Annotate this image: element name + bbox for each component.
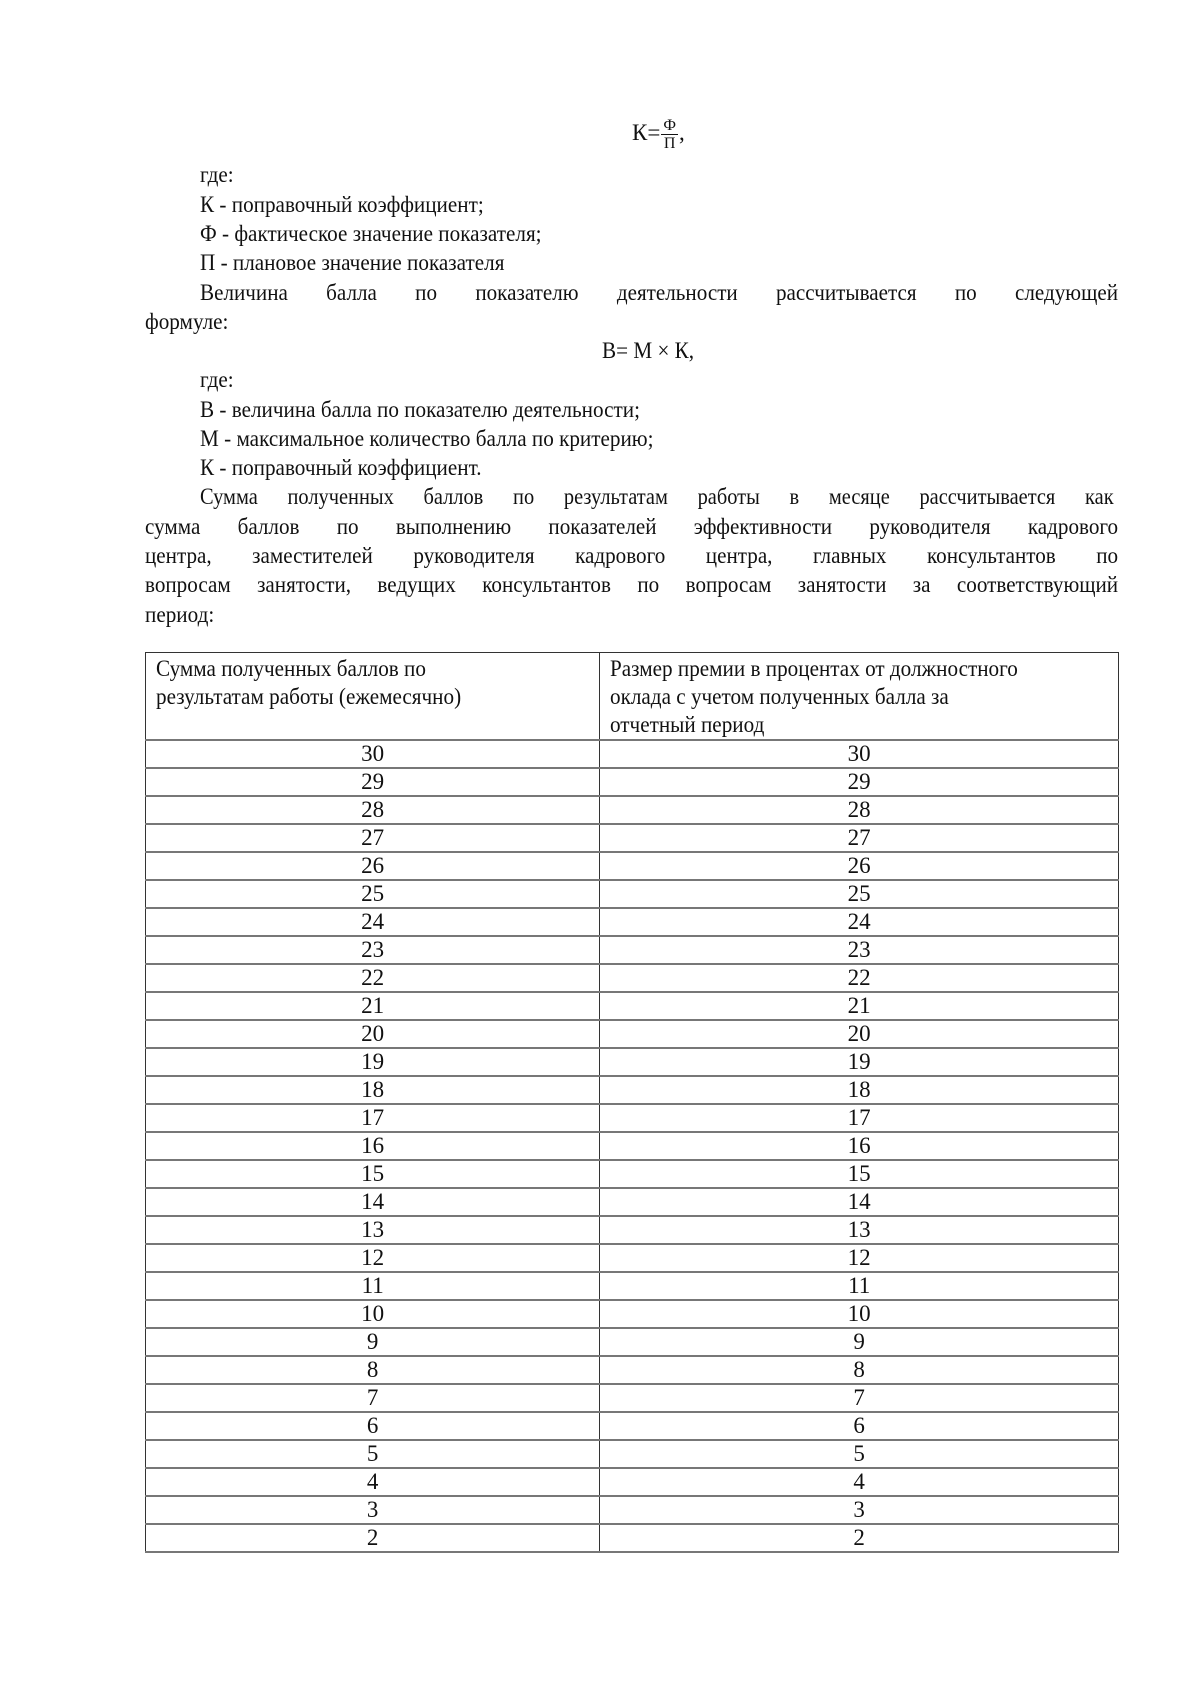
cell-score: 9 [146, 1328, 600, 1356]
cell-bonus-percent: 28 [600, 796, 1119, 824]
cell-score: 22 [146, 964, 600, 992]
table-row [146, 908, 1119, 936]
cell-score: 30 [146, 740, 600, 768]
table-row [146, 1384, 1119, 1412]
cell-score: 17 [146, 1104, 600, 1132]
cell-score: 8 [146, 1356, 600, 1384]
paragraph-sum-line-4: вопросам занятости, ведущих консультантов по вопросам занятости за соответствующий [145, 572, 1119, 597]
cell-score: 4 [146, 1468, 600, 1496]
definition-k: К - поправочный коэффициент; [200, 192, 484, 217]
header-text: результатам работы (ежемесячно) [156, 684, 462, 709]
table-row [146, 796, 1119, 824]
cell-bonus-percent: 5 [600, 1440, 1119, 1468]
cell-bonus-percent: 30 [600, 740, 1119, 768]
cell-score: 28 [146, 796, 600, 824]
formula-k [632, 117, 685, 152]
cell-bonus-percent: 11 [600, 1272, 1119, 1300]
bonus-table [145, 652, 1119, 1553]
header-text: Размер премии в процентах от должностного [610, 656, 1019, 681]
header-score-sum [146, 653, 600, 741]
formula-b: В= М × К, [602, 338, 695, 363]
cell-bonus-percent: 16 [600, 1132, 1119, 1160]
table-row [146, 992, 1119, 1020]
header-bonus-percent [600, 653, 1119, 741]
cell-bonus-percent: 25 [600, 880, 1119, 908]
cell-bonus-percent: 7 [600, 1384, 1119, 1412]
formula-k-comma: , [678, 119, 685, 145]
definition-m: М - максимальное количество балла по критерию; [200, 426, 654, 451]
paragraph-score-intro-end: формуле: [145, 309, 229, 334]
header-text: Сумма полученных баллов по [156, 656, 426, 681]
cell-score: 24 [146, 908, 600, 936]
definition-p: П - плановое значение показателя [200, 250, 505, 275]
table-row [146, 1412, 1119, 1440]
cell-bonus-percent: 24 [600, 908, 1119, 936]
cell-score: 3 [146, 1496, 600, 1524]
header-text: оклада с учетом полученных балла за [610, 684, 950, 709]
table-row [146, 936, 1119, 964]
table-row [146, 1188, 1119, 1216]
cell-score: 25 [146, 880, 600, 908]
cell-score: 20 [146, 1020, 600, 1048]
table-row [146, 1216, 1119, 1244]
cell-score: 16 [146, 1132, 600, 1160]
table-row [146, 880, 1119, 908]
cell-bonus-percent: 2 [600, 1524, 1119, 1552]
table-row [146, 1132, 1119, 1160]
cell-bonus-percent: 8 [600, 1356, 1119, 1384]
cell-score: 18 [146, 1076, 600, 1104]
cell-bonus-percent: 22 [600, 964, 1119, 992]
cell-score: 11 [146, 1272, 600, 1300]
definition-b: В - величина балла по показателю деятельности; [200, 397, 640, 422]
header-text: отчетный период [610, 712, 765, 737]
cell-score: 2 [146, 1524, 600, 1552]
table-row [146, 1160, 1119, 1188]
table-row [146, 1440, 1119, 1468]
table-row [146, 740, 1119, 768]
cell-bonus-percent: 6 [600, 1412, 1119, 1440]
cell-score: 26 [146, 852, 600, 880]
cell-score: 21 [146, 992, 600, 1020]
cell-bonus-percent: 17 [600, 1104, 1119, 1132]
cell-score: 19 [146, 1048, 600, 1076]
table-row [146, 1076, 1119, 1104]
table-header-row [146, 653, 1119, 741]
table-row [146, 1328, 1119, 1356]
cell-bonus-percent: 15 [600, 1160, 1119, 1188]
where-label-1: где: [200, 162, 234, 187]
table-row [146, 1244, 1119, 1272]
cell-score: 14 [146, 1188, 600, 1216]
table-row [146, 1524, 1119, 1552]
table-row [146, 1468, 1119, 1496]
cell-score: 10 [146, 1300, 600, 1328]
table-row [146, 1020, 1119, 1048]
cell-bonus-percent: 10 [600, 1300, 1119, 1328]
cell-score: 27 [146, 824, 600, 852]
table-row [146, 852, 1119, 880]
cell-bonus-percent: 12 [600, 1244, 1119, 1272]
table-row [146, 1356, 1119, 1384]
cell-score: 23 [146, 936, 600, 964]
cell-score: 15 [146, 1160, 600, 1188]
table-row [146, 768, 1119, 796]
table-row [146, 1300, 1119, 1328]
paragraph-sum-line-1: Сумма полученных баллов по результатам работы в месяце рассчитывается как [200, 484, 1114, 509]
table-row [146, 964, 1119, 992]
cell-score: 29 [146, 768, 600, 796]
cell-bonus-percent: 14 [600, 1188, 1119, 1216]
cell-score: 12 [146, 1244, 600, 1272]
formula-k-lhs: К= [632, 119, 661, 145]
paragraph-score-intro: Величина балла по показателю деятельности рассчитывается по следующей [200, 280, 1118, 305]
definition-f: Ф - фактическое значение показателя; [200, 221, 542, 246]
fraction-denominator: П [663, 135, 676, 152]
cell-bonus-percent: 18 [600, 1076, 1119, 1104]
where-label-2: где: [200, 367, 234, 392]
cell-bonus-percent: 19 [600, 1048, 1119, 1076]
paragraph-sum-line-5: период: [145, 602, 215, 627]
cell-bonus-percent: 26 [600, 852, 1119, 880]
table-row [146, 824, 1119, 852]
cell-bonus-percent: 29 [600, 768, 1119, 796]
fraction [661, 117, 678, 152]
cell-score: 13 [146, 1216, 600, 1244]
table-row [146, 1272, 1119, 1300]
cell-bonus-percent: 23 [600, 936, 1119, 964]
cell-bonus-percent: 9 [600, 1328, 1119, 1356]
table-row [146, 1496, 1119, 1524]
cell-bonus-percent: 3 [600, 1496, 1119, 1524]
fraction-numerator: Ф [663, 117, 676, 134]
cell-bonus-percent: 4 [600, 1468, 1119, 1496]
paragraph-sum-line-3: центра, заместителей руководителя кадрового центра, главных консультантов по [145, 543, 1119, 568]
cell-bonus-percent: 21 [600, 992, 1119, 1020]
cell-bonus-percent: 27 [600, 824, 1119, 852]
cell-score: 5 [146, 1440, 600, 1468]
cell-score: 7 [146, 1384, 600, 1412]
cell-score: 6 [146, 1412, 600, 1440]
definition-k2: К - поправочный коэффициент. [200, 455, 482, 480]
table-row [146, 1104, 1119, 1132]
table-row [146, 1048, 1119, 1076]
cell-bonus-percent: 13 [600, 1216, 1119, 1244]
paragraph-sum-line-2: сумма баллов по выполнению показателей эффективности руководителя кадрового [145, 514, 1119, 539]
cell-bonus-percent: 20 [600, 1020, 1119, 1048]
